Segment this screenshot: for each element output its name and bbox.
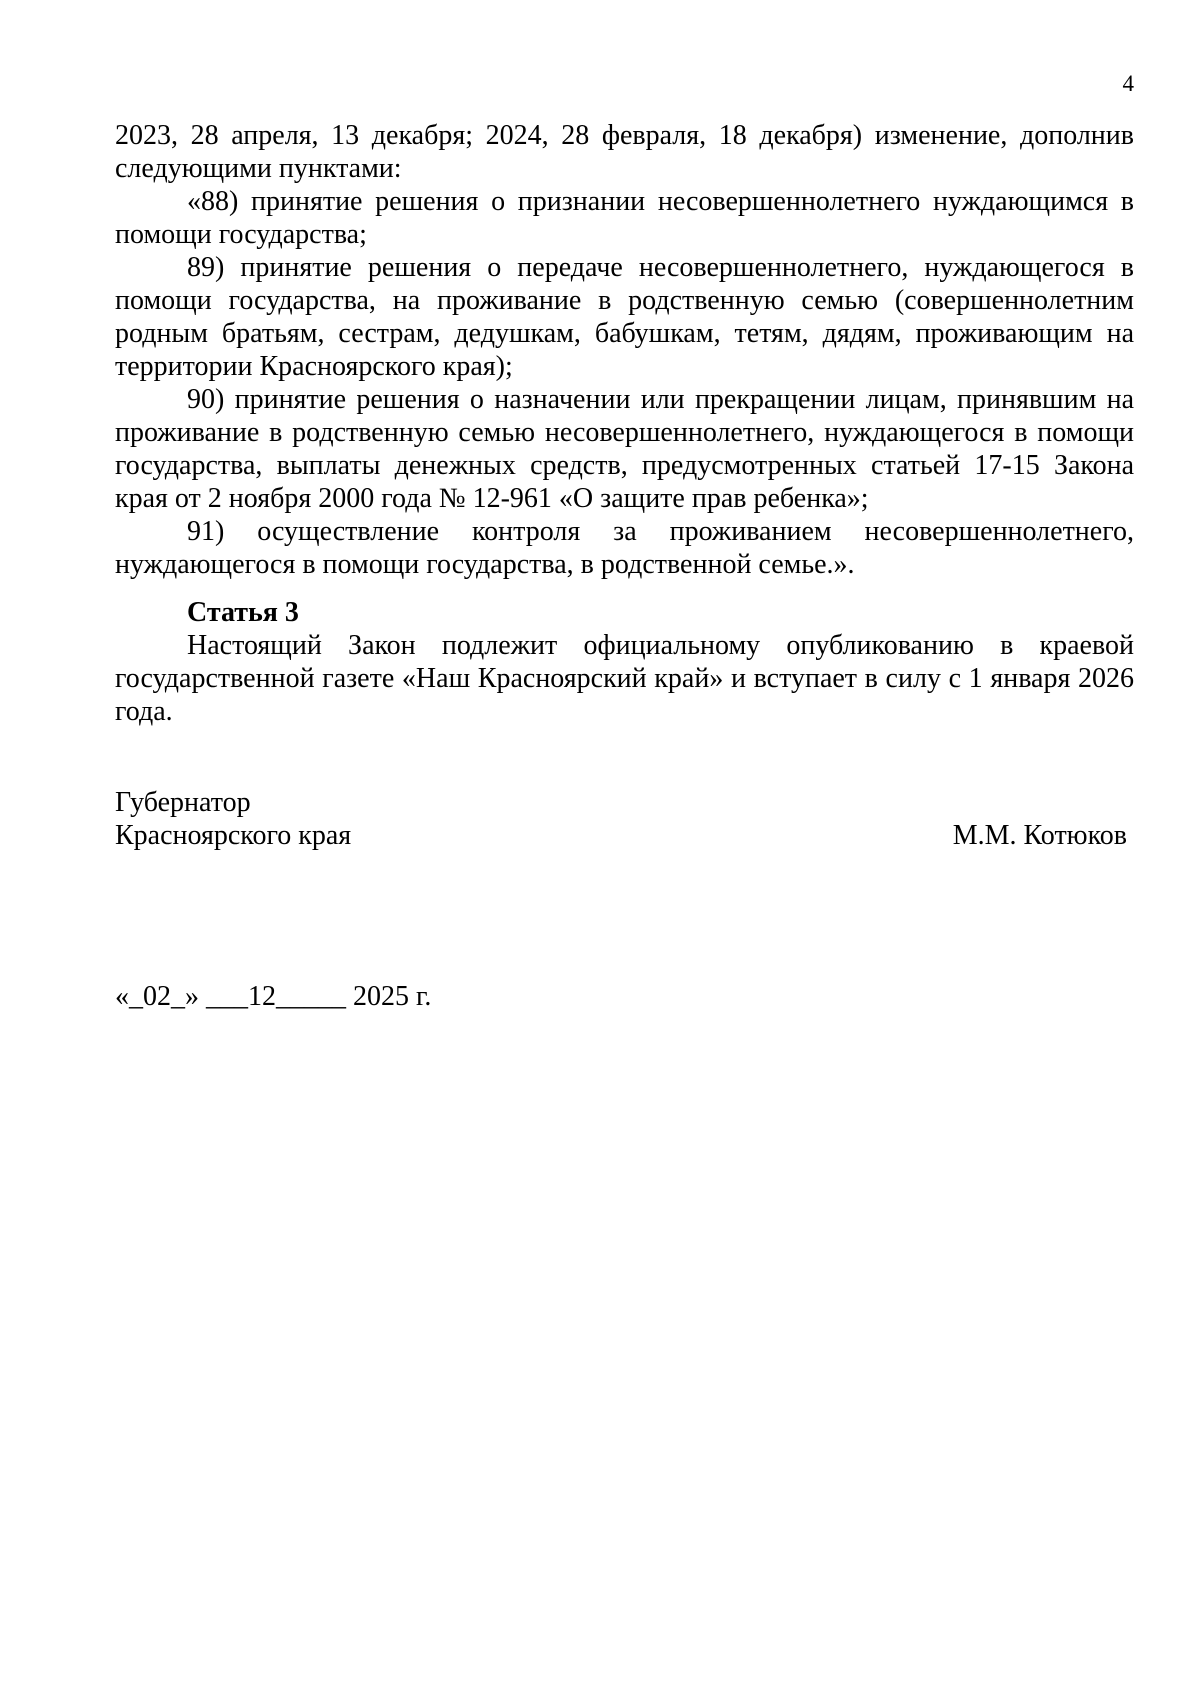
page-number: 4 <box>1122 71 1134 96</box>
paragraph-item-91: 91) осуществление контроля за проживанием несовершеннолетнего, нуждающегося в помощи государства, в родственной семье.». <box>115 516 1134 580</box>
signature-name: М.М. Котюков <box>952 820 1127 851</box>
signature-row <box>115 819 1127 852</box>
document-body <box>115 119 1134 728</box>
paragraph-item-89: 89) принятие решения о передаче несовершеннолетнего, нуждающегося в помощи государства, на проживание в родственную семью (совершеннолетним родным братьям, сестрам, дедушкам, бабушкам, тетям, дядям, проживающим на территории Красноярского края); <box>115 252 1134 382</box>
signature-block <box>115 786 1127 852</box>
article-3-title: Статья 3 <box>187 597 299 628</box>
article-3-text: Настоящий Закон подлежит официальному опубликованию в краевой государственной газете «Наш Красноярский край» и вступает в силу с 1 января 2026 года. <box>115 630 1134 727</box>
signing-date: «_02_» ___12_____ 2025 г. <box>115 981 432 1012</box>
paragraph-item-90: 90) принятие решения о назначении или прекращении лицам, принявшим на проживание в родственную семью несовершеннолетнего, нуждающегося в помощи государства, выплаты денежных средств, предусмотренных статьей 17-15 Закона края от 2 ноября 2000 года № 12-961 «О защите прав ребенка»; <box>115 384 1134 514</box>
signature-position-line1: Губернатор <box>115 787 251 818</box>
paragraph-item-88: «88) принятие решения о признании несовершеннолетнего нуждающимся в помощи государства; <box>115 186 1134 250</box>
paragraph-intro: 2023, 28 апреля, 13 декабря; 2024, 28 февраля, 18 декабря) изменение, дополнив следующими пунктами: <box>115 120 1134 184</box>
signature-position-line2: Красноярского края <box>115 820 352 851</box>
